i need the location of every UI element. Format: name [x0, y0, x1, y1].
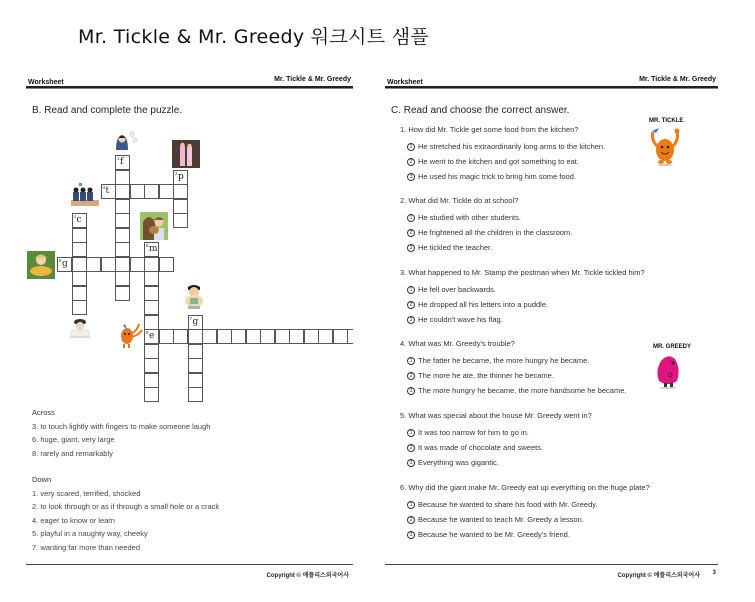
down-clue: 7. wanting far more than needed [32, 542, 140, 552]
crossword-cell[interactable] [333, 329, 348, 344]
crossword-cell[interactable] [101, 184, 116, 199]
question-block [400, 483, 650, 545]
option-marker: 1 [407, 286, 415, 294]
curious-kids-picture [140, 212, 168, 240]
option-text: He tickled the teacher. [418, 243, 493, 252]
frightened-girl-picture [114, 130, 130, 148]
option-text: Because he wanted to teach Mr. Greedy a lesson. [418, 515, 584, 524]
clue-number: 5 [146, 243, 149, 248]
clue-number: 1 [117, 156, 120, 161]
mr-greedy-label: MR. GREEDY [653, 344, 692, 350]
answer-option[interactable] [400, 285, 645, 300]
answer-option[interactable] [400, 428, 592, 443]
crossword-cell[interactable] [86, 257, 101, 272]
crossword-cell[interactable] [72, 257, 87, 272]
answer-option[interactable] [400, 172, 605, 187]
option-text: He stretched his extraordinarily long arms to the kitchen. [418, 142, 606, 151]
option-marker: 2 [407, 301, 415, 309]
down-heading: Down [32, 475, 52, 484]
option-marker: 1 [407, 357, 415, 365]
option-text: He dropped all his letters into a puddle. [418, 300, 549, 309]
option-text: He fell over backwards. [418, 285, 496, 294]
question-text: 4. What was Mr. Greedy's trouble? [400, 339, 515, 348]
answer-option[interactable] [400, 243, 572, 258]
clue-number: 2 [175, 170, 178, 176]
crossword-cell[interactable] [144, 387, 159, 402]
clue-number: 7 [189, 315, 193, 321]
crossword-cell[interactable] [115, 170, 130, 185]
crossword-cell[interactable] [217, 329, 232, 344]
question-block [400, 268, 645, 330]
worksheet-page-left [26, 72, 353, 587]
option-marker: 3 [407, 459, 415, 467]
first-letter: c [76, 215, 82, 225]
down-clue: 1. very scared, terrified, shocked [32, 488, 141, 498]
crossword-cell[interactable] [101, 257, 116, 272]
answer-option[interactable] [400, 213, 572, 228]
clue-number: 8 [146, 330, 149, 335]
header-right-label: Mr. Tickle & Mr. Greedy [274, 76, 351, 83]
crossword-cell[interactable] [144, 329, 159, 344]
tickling-kids-picture [71, 182, 99, 206]
mr-greedy-eating-picture [181, 284, 207, 310]
answer-option[interactable] [400, 443, 592, 458]
answer-option[interactable] [400, 386, 626, 401]
answer-option[interactable] [400, 371, 626, 386]
crossword-cell[interactable] [231, 329, 246, 344]
answer-option[interactable] [400, 157, 605, 172]
crossword-cell[interactable] [318, 329, 333, 344]
option-marker: 2 [407, 158, 415, 166]
across-clues [32, 406, 210, 460]
crossword-cell[interactable] [275, 329, 290, 344]
crossword-cell[interactable] [144, 373, 159, 388]
question-block [400, 339, 626, 401]
question-text: 3. What happened to Mr. Stamp the postman when Mr. Tickle tickled him? [400, 268, 645, 277]
answer-option[interactable] [400, 300, 645, 315]
option-marker: 3 [407, 387, 415, 395]
option-text: The more he ate, the thinner he became. [418, 371, 554, 380]
answer-option[interactable] [400, 500, 650, 515]
answer-option[interactable] [400, 228, 572, 243]
question-block [400, 196, 572, 258]
giant-sandwich-picture [27, 251, 55, 279]
crossword-cell[interactable] [188, 373, 203, 388]
first-letter: p [178, 171, 184, 182]
option-text: It was made of chocolate and sweets. [418, 443, 544, 452]
question-text: 1. How did Mr. Tickle get some food from the kitchen? [400, 125, 579, 134]
crossword-cell[interactable] [347, 329, 353, 344]
crossword-cell[interactable] [144, 184, 159, 199]
crossword-cell[interactable] [115, 228, 130, 243]
crossword-cell[interactable] [188, 344, 203, 359]
page-number: 3 [712, 570, 716, 576]
option-text: He studied with other students. [418, 213, 521, 222]
option-marker: 2 [407, 444, 415, 452]
crossword-cell[interactable] [57, 257, 72, 272]
first-letter: t [105, 186, 110, 196]
crossword-cell[interactable] [144, 344, 159, 359]
first-letter: g [192, 316, 199, 327]
crossword-cell[interactable] [144, 286, 159, 301]
option-marker: 3 [407, 531, 415, 539]
option-marker: 3 [407, 173, 415, 181]
peeking-girls-picture [172, 140, 200, 168]
answer-option[interactable] [400, 142, 605, 157]
crossword-cell[interactable] [144, 257, 159, 272]
crossword-cell[interactable] [115, 242, 130, 257]
crossword-cell[interactable] [202, 329, 217, 344]
mr-tickle-cartoon [118, 320, 144, 348]
crossword-cell[interactable] [72, 271, 87, 286]
crossword-cell[interactable] [159, 184, 174, 199]
header-right-label: Mr. Tickle & Mr. Greedy [639, 76, 716, 83]
option-marker: 1 [407, 501, 415, 509]
option-text: He went to the kitchen and got something to eat. [418, 157, 579, 166]
crossword-cell[interactable] [144, 315, 159, 330]
mr-tickle-label: MR. TICKLE [649, 118, 684, 124]
crossword-cell[interactable] [72, 286, 87, 301]
mr-tickle-illustration [647, 126, 683, 166]
question-block [400, 125, 605, 187]
clue-number: 3 [102, 185, 106, 190]
option-text: The more hungry he became, the more handsome he became. [418, 386, 627, 395]
section-title: B. Read and complete the puzzle. [32, 105, 183, 116]
clue-number: 4 [73, 214, 77, 219]
crossword-cell[interactable] [130, 184, 145, 199]
option-text: Because he wanted to be Mr. Greedy's friend. [418, 530, 570, 539]
crossword-cell[interactable] [72, 228, 87, 243]
crossword-cell[interactable] [289, 329, 304, 344]
first-letter: f [120, 157, 124, 167]
crossword-cell[interactable] [130, 257, 145, 272]
crossword-cell[interactable] [188, 358, 203, 373]
option-text: Everything was gigantic. [418, 458, 499, 467]
crossword-cell[interactable] [72, 242, 87, 257]
copyright-text: Copyright © 애플리스외국어사 [266, 573, 349, 579]
option-marker: 1 [407, 214, 415, 222]
crossword-cell[interactable] [115, 155, 130, 170]
crossword-cell[interactable] [173, 213, 188, 228]
crossword-cell[interactable] [173, 199, 188, 214]
header-left-label: Worksheet [387, 79, 423, 86]
crossword-cell[interactable] [115, 286, 130, 301]
crossword-cell[interactable] [159, 257, 174, 272]
down-clues [32, 473, 219, 554]
across-clue: 6. huge, giant, very large [32, 435, 115, 444]
mr-greedy-illustration [653, 353, 683, 389]
answer-option[interactable] [400, 458, 592, 473]
crossword-cell[interactable] [72, 300, 87, 315]
crossword-cell[interactable] [144, 271, 159, 286]
crossword-cell[interactable] [173, 184, 188, 199]
copyright-text: Copyright © 애플리스외국어사 [617, 573, 700, 579]
crossword-cell[interactable] [144, 358, 159, 373]
first-letter: g [62, 258, 68, 269]
option-marker: 1 [407, 143, 415, 151]
footer-divider [26, 564, 353, 565]
down-clue: 5. playful in a naughty way, cheeky [32, 529, 148, 538]
option-marker: 1 [407, 429, 415, 437]
answer-option[interactable] [400, 530, 650, 545]
option-marker: 2 [407, 372, 415, 380]
footer-divider [385, 564, 718, 565]
across-heading: Across [32, 408, 55, 417]
crossword-cell[interactable] [115, 271, 130, 286]
crossword-cell[interactable] [188, 387, 203, 402]
crossword-cell[interactable] [115, 257, 130, 272]
clue-number: 6 [59, 257, 62, 263]
option-text: He used his magic trick to bring him some food. [418, 172, 576, 181]
first-letter: e [149, 331, 155, 341]
crossword-cell[interactable] [144, 242, 159, 257]
crossword-cell[interactable] [173, 329, 188, 344]
header-left-label: Worksheet [28, 79, 64, 86]
crossword-cell[interactable] [304, 329, 319, 344]
chef-cartoon [68, 318, 92, 340]
section-title: C. Read and choose the correct answer. [391, 105, 570, 116]
page-title: Mr. Tickle & Mr. Greedy 워크시트 샘플 [78, 26, 429, 48]
option-marker: 2 [407, 516, 415, 524]
crossword-cell[interactable] [115, 184, 130, 199]
down-clue: 4. eager to know or learn [32, 515, 115, 525]
across-clue: 3. to touch lightly with fingers to make someone laugh [32, 421, 211, 431]
answer-option[interactable] [400, 356, 626, 371]
crossword-cell[interactable] [246, 329, 261, 344]
crossword-cell[interactable] [115, 199, 130, 214]
answer-option[interactable] [400, 515, 650, 530]
crossword-cell[interactable] [188, 329, 203, 344]
crossword-grid [26, 72, 353, 412]
option-marker: 3 [407, 244, 415, 252]
worksheet-page-right [385, 72, 718, 587]
crossword-cell[interactable] [159, 329, 174, 344]
option-text: Because he wanted to share his food with Mr. Greedy. [418, 500, 598, 509]
down-clue: 2. to look through or as if through a small hole or a crack [32, 502, 220, 511]
option-text: It was too narrow for him to go in. [418, 428, 529, 437]
option-text: He couldn't wave his flag. [418, 315, 503, 324]
crossword-cell[interactable] [260, 329, 275, 344]
first-letter: m [149, 244, 158, 254]
crossword-cell[interactable] [173, 170, 188, 185]
question-text: 6. Why did the giant make Mr. Greedy eat up everything on the huge plate? [400, 483, 650, 492]
option-marker: 3 [407, 316, 415, 324]
crossword-cell[interactable] [115, 213, 130, 228]
crossword-cell[interactable] [188, 315, 203, 330]
option-marker: 2 [407, 229, 415, 237]
crossword-cell[interactable] [72, 213, 87, 228]
question-text: 5. What was special about the house Mr. Greedy went in? [400, 411, 592, 420]
header-divider [385, 86, 718, 89]
question-text: 2. What did Mr. Tickle do at school? [400, 196, 519, 205]
crossword-cell[interactable] [144, 300, 159, 315]
question-block [400, 411, 592, 473]
answer-option[interactable] [400, 315, 645, 330]
option-text: The fatter he became, the more hungry he became. [418, 356, 590, 365]
option-text: He frightened all the children in the classroom. [418, 228, 573, 237]
across-clue: 8. rarely and remarkably [32, 448, 113, 458]
